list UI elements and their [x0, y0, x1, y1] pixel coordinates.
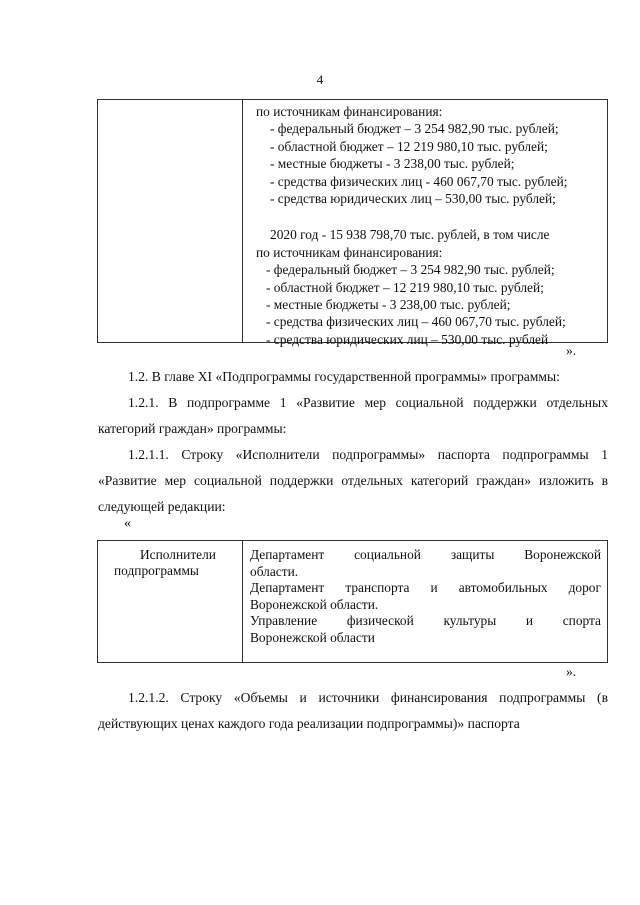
- executor-line: Воронежской области.: [250, 596, 379, 612]
- executor-line: Управление физической культуры и спорта: [250, 613, 601, 628]
- financing-table-value-cell: [243, 100, 607, 347]
- financing-line: - областной бюджет – 12 219 980,10 тыс. рублей;: [266, 279, 544, 295]
- page-number: 4: [316, 72, 324, 87]
- financing-table-label-cell: [98, 100, 243, 342]
- executor-line: Департамент социальной защиты Воронежской: [250, 547, 601, 562]
- financing-line: - средства физических лиц - 460 067,70 тыс. рублей;: [270, 173, 568, 189]
- paragraph-1-2: 1.2. В главе XI «Подпрограммы государственной программы» программы:: [128, 369, 560, 384]
- executors-label: Исполнители: [140, 547, 216, 562]
- executors-value-cell: [243, 541, 607, 662]
- financing-line: - федеральный бюджет – 3 254 982,90 тыс. рублей;: [270, 121, 559, 137]
- executors-label: подпрограммы: [114, 563, 199, 578]
- closing-quote: ».: [566, 664, 577, 679]
- executor-line: области.: [250, 563, 299, 579]
- executors-label-cell: [98, 541, 243, 662]
- financing-line: - областной бюджет – 12 219 980,10 тыс. рублей;: [270, 138, 548, 154]
- financing-line: по источникам финансирования:: [256, 244, 443, 260]
- executors-table: [97, 540, 608, 663]
- financing-table: [97, 99, 608, 347]
- financing-line: - местные бюджеты - 3 238,00 тыс. рублей;: [270, 156, 515, 172]
- financing-line: по источникам финансирования:: [256, 104, 443, 119]
- paragraph-1-2-1: 1.2.1. В подпрограмме 1 «Развитие мер социальной поддержки отдельных категорий граждан» программы:: [98, 395, 608, 436]
- closing-quote: ».: [566, 343, 577, 358]
- financing-line: - средства юридических лиц – 530,00 тыс. рублей: [266, 331, 549, 347]
- financing-line: - местные бюджеты - 3 238,00 тыс. рублей;: [266, 297, 511, 313]
- executor-line: Департамент транспорта и автомобильных дорог: [250, 580, 601, 595]
- financing-line: - федеральный бюджет – 3 254 982,90 тыс. рублей;: [266, 262, 555, 278]
- financing-year-line: 2020 год - 15 938 798,70 тыс. рублей, в том числе: [270, 227, 550, 243]
- financing-line: - средства физических лиц – 460 067,70 тыс. рублей;: [266, 314, 566, 330]
- executor-line: Воронежской области: [250, 629, 375, 645]
- paragraph-1-2-1-1: 1.2.1.1. Строку «Исполнители подпрограммы» паспорта подпрограммы 1 «Развитие мер социальной поддержки отдельных категорий граждан» изложить в следующей редакции:: [98, 447, 608, 514]
- opening-quote: «: [124, 516, 131, 531]
- financing-line: - средства юридических лиц – 530,00 тыс. рублей;: [270, 191, 556, 207]
- paragraph-1-2-1-2: 1.2.1.2. Строку «Объемы и источники финансирования подпрограммы (в действующих ценах каждого года реализации подпрограммы)» паспорта: [98, 690, 608, 731]
